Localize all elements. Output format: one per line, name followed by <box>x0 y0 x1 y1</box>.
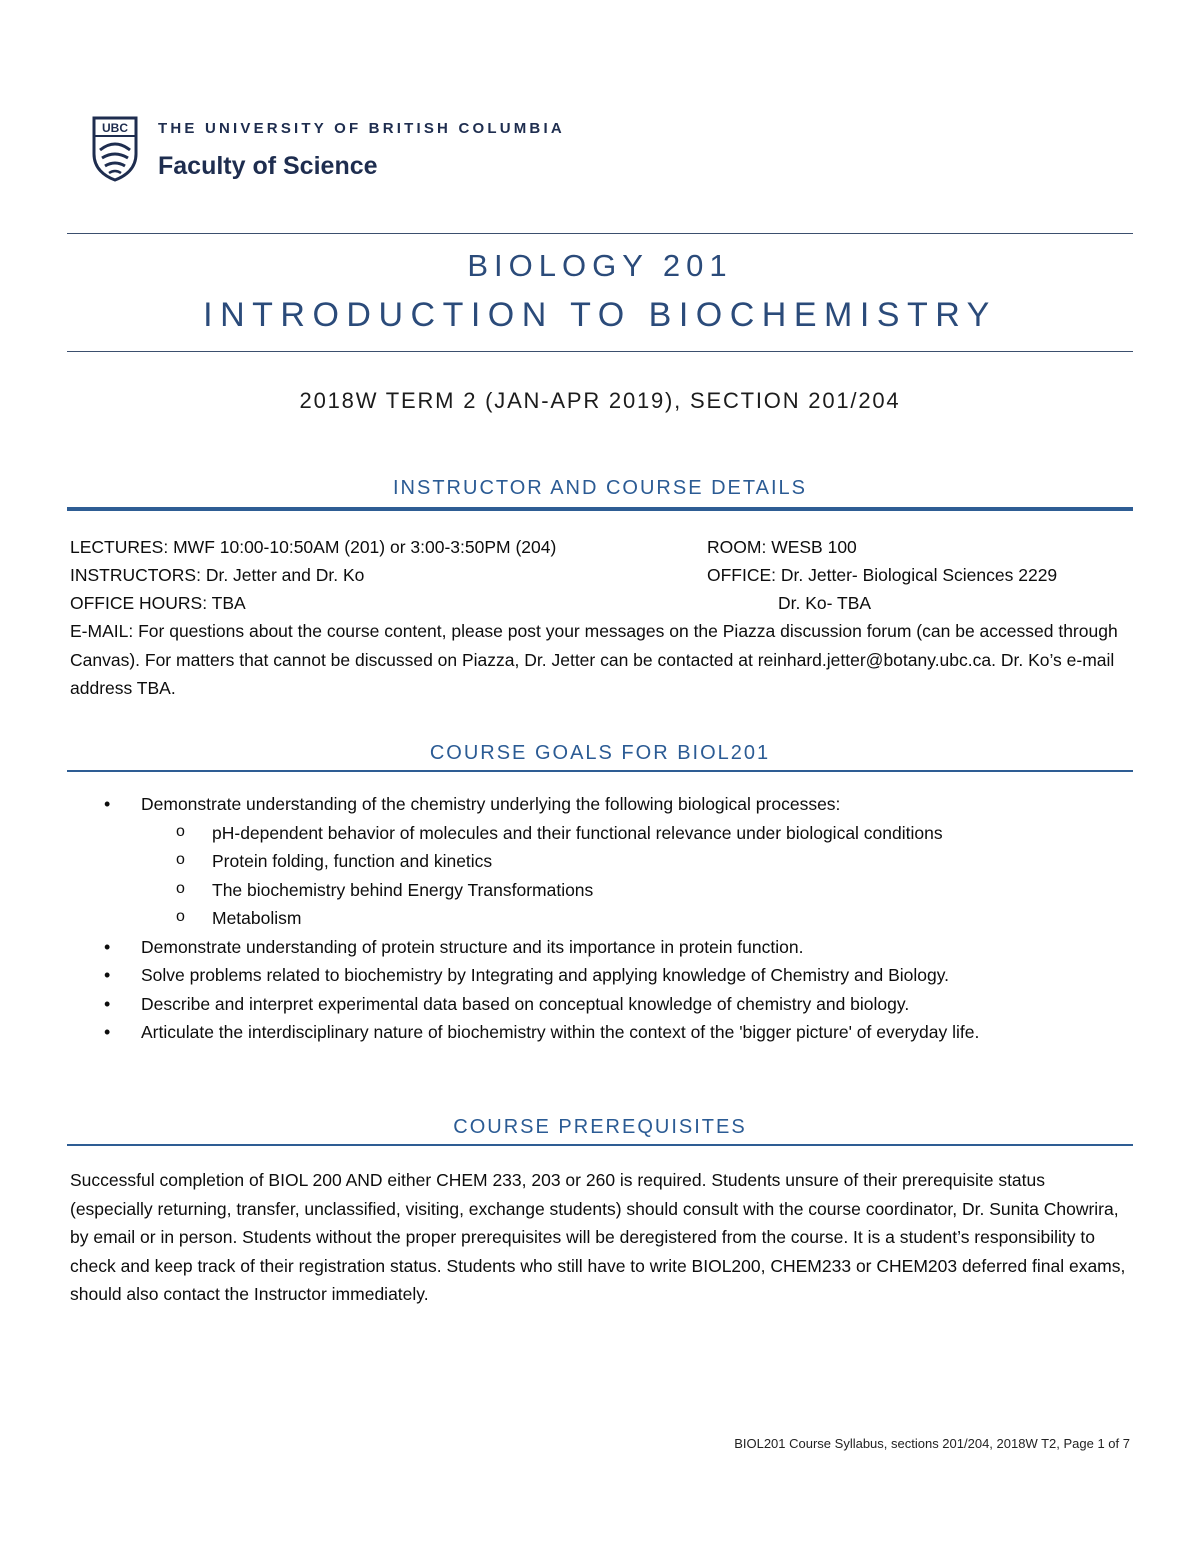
goal-item: • Articulate the interdisciplinary nature of biochemistry within the context of the 'bigger picture' of everyday life. <box>0 1018 1130 1047</box>
room-label: ROOM: <box>707 537 767 557</box>
goal-subitem: o Metabolism <box>0 904 1130 933</box>
goal-item: • Demonstrate understanding of protein structure and its importance in protein function. <box>0 933 1130 962</box>
term-subtitle: 2018W TERM 2 (JAN-APR 2019), SECTION 201/204 <box>299 388 901 413</box>
instructor-section-rule <box>67 507 1133 511</box>
goals-section-heading: COURSE GOALS FOR BIOL201 <box>429 742 771 764</box>
goals-section-rule <box>67 770 1133 772</box>
prereq-paragraph: Successful completion of BIOL 200 AND either CHEM 233, 203 or 260 is required. Students unsure of their prerequisite status (especially returning, transfer, unclassified, visiting, exchange students) should consult with the course coordinator, Dr. Sunita Chowrira, by email or in person. Students without the proper prerequisites will be deregistered from the course. It is a student’s responsibility to check and keep track of their registration status. Students who still have to write BIOL200, CHEM233 or CHEM203 deferred final exams, should also contact the Instructor immediately. <box>70 1170 1126 1304</box>
office-hours-value: TBA <box>211 593 246 613</box>
instructors-line <box>70 561 364 589</box>
ubc-logo <box>92 116 572 186</box>
room-line <box>707 533 857 561</box>
instructor-section-heading: INSTRUCTOR AND COURSE DETAILS <box>393 477 807 499</box>
goal-item: • Describe and interpret experimental data based on conceptual knowledge of chemistry and biology. <box>0 990 1130 1019</box>
goal-item: • Demonstrate understanding of the chemistry underlying the following biological processes: <box>0 790 1130 819</box>
title-bottom-rule <box>67 351 1133 352</box>
goal-subitem: o The biochemistry behind Energy Transformations <box>0 876 1130 905</box>
office-line <box>707 561 1057 589</box>
page-footer: BIOL201 Course Syllabus, sections 201/204, 2018W T2, Page 1 of 7 <box>734 1436 1130 1451</box>
email-label: E-MAIL: <box>70 621 134 641</box>
office-hours-label: OFFICE HOURS: <box>70 593 208 613</box>
faculty-name: Faculty of Science <box>158 152 378 180</box>
lectures-label: LECTURES: <box>70 537 169 557</box>
office-value: Dr. Jetter- Biological Sciences 2229 <box>780 565 1058 585</box>
office-value-2: Dr. Ko- TBA <box>778 593 872 613</box>
university-name: THE UNIVERSITY OF BRITISH COLUMBIA <box>158 120 565 137</box>
lectures-value: MWF 10:00-10:50AM (201) or 3:00-3:50PM (204) <box>173 537 557 557</box>
office-hours-line <box>70 589 246 617</box>
lectures-line <box>70 533 556 561</box>
goal-subitem: o pH-dependent behavior of molecules and their functional relevance under biological conditions <box>0 819 1130 848</box>
ubc-logo-text: UBC <box>102 121 128 135</box>
instructors-value: Dr. Jetter and Dr. Ko <box>205 565 365 585</box>
goal-subitem: o Protein folding, function and kinetics <box>0 847 1130 876</box>
prereq-section-heading: COURSE PREREQUISITES <box>453 1116 747 1138</box>
office-label: OFFICE: <box>707 565 777 585</box>
goal-item: • Solve problems related to biochemistry by Integrating and applying knowledge of Chemistry and Biology. <box>0 961 1130 990</box>
title-top-rule <box>67 233 1133 234</box>
instructors-label: INSTRUCTORS: <box>70 565 201 585</box>
room-value: WESB 100 <box>771 537 857 557</box>
goals-list <box>0 790 1130 1047</box>
prereq-section-rule <box>67 1144 1133 1146</box>
email-paragraph <box>70 617 1130 703</box>
email-text: For questions about the course content, please post your messages on the Piazza discussion forum (can be accessed through Canvas). For matters that cannot be discussed on Piazza, Dr. Jetter can be contacted at reinhard.jetter@botany.ubc.ca. Dr. Ko’s e-mail address TBA. <box>70 621 1118 698</box>
course-code-title: BIOLOGY 201 <box>467 248 733 283</box>
ubc-crest-icon <box>92 116 138 182</box>
course-name-title: INTRODUCTION TO BIOCHEMISTRY <box>203 296 997 334</box>
